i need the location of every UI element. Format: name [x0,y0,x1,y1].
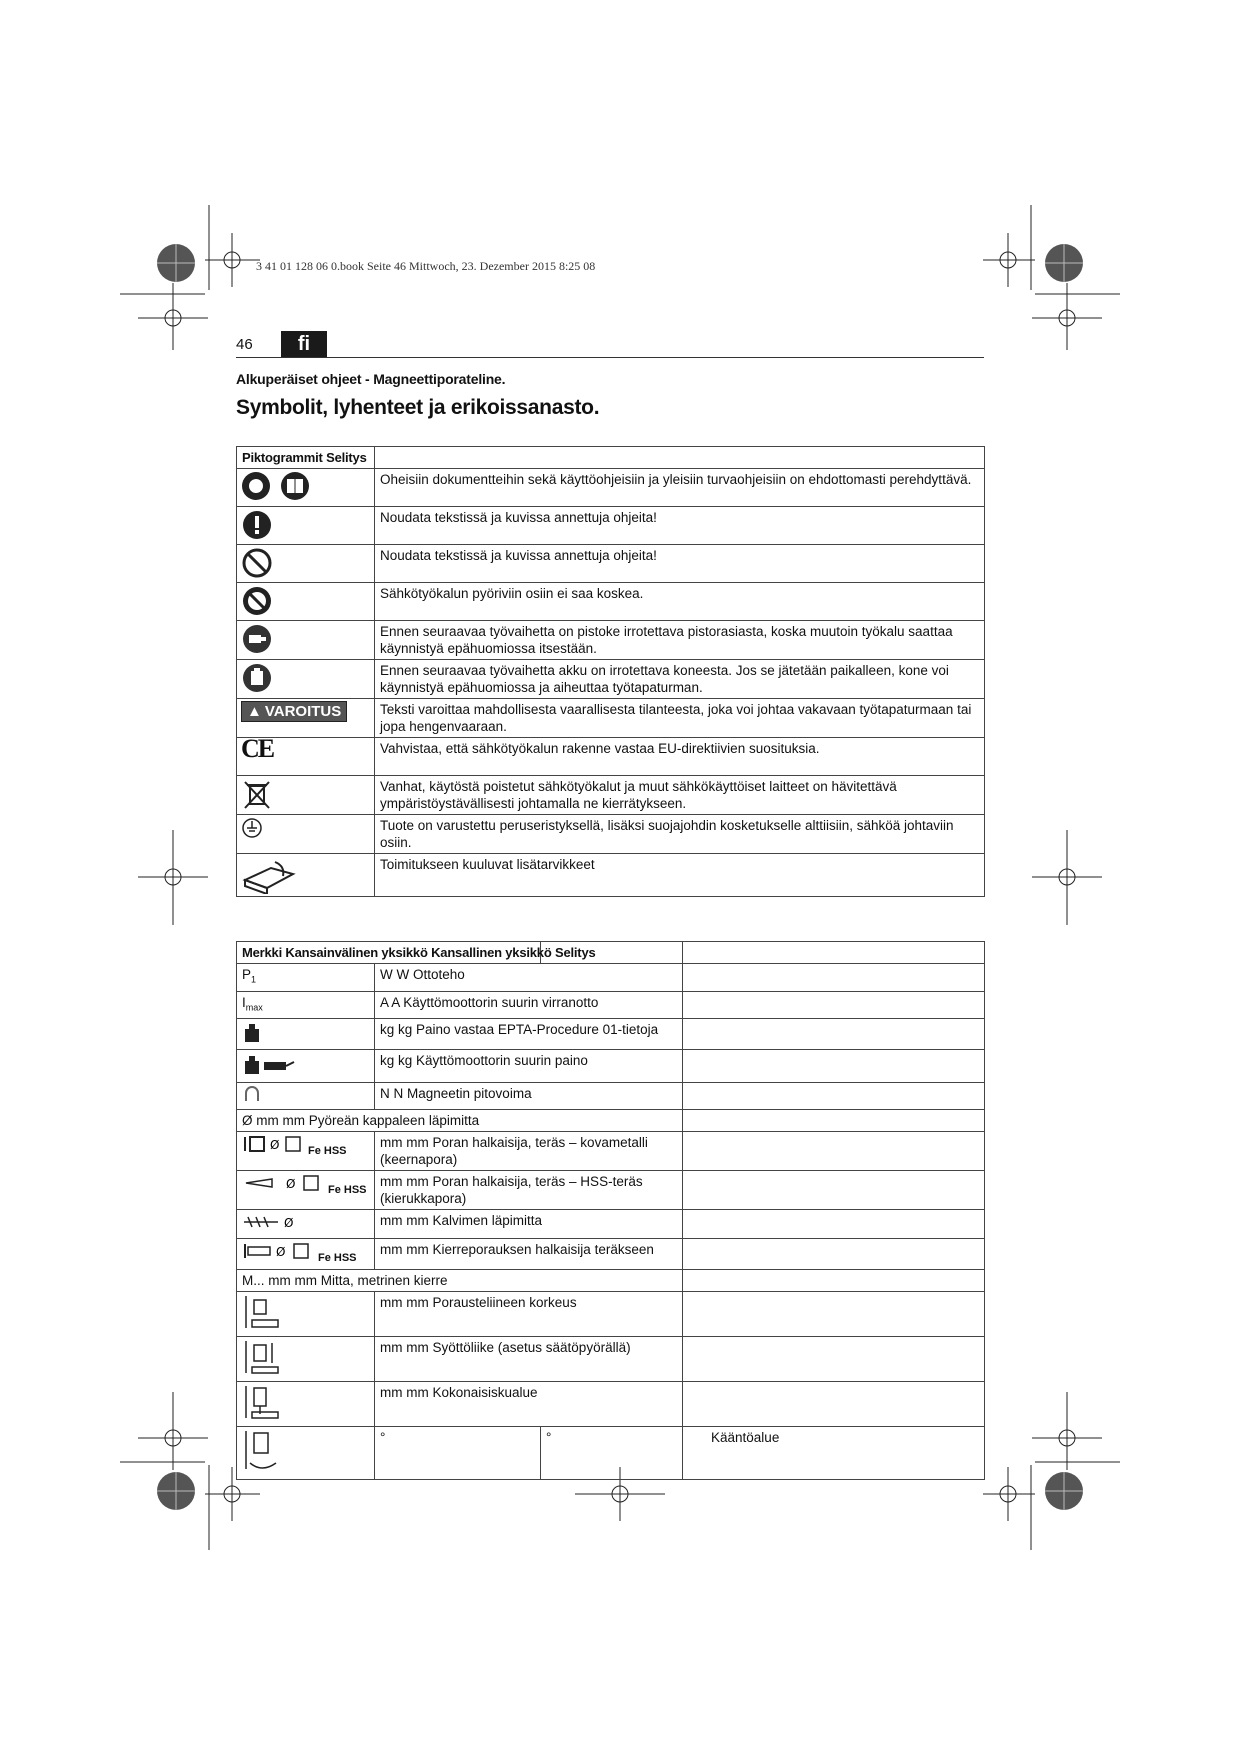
feed-travel-icon [242,1339,282,1375]
svg-text:Ø: Ø [284,1216,294,1231]
pictogram-cell [237,507,375,545]
unit-text: mm mm Kierreporauksen halkaisija teräkseen [375,1239,683,1270]
pictogram-description: Teksti varoittaa mahdollisesta vaarallisesta tilanteesta, joka voi johtaa vakavaan työtapaturmaan tai jopa hengenvaaraan. [375,699,985,738]
unit-explanation: Kääntöalue [683,1427,985,1480]
empty-header [375,447,985,469]
pictogram-cell [237,699,375,738]
swivel-range-icon [242,1429,282,1473]
pictogram-cell [237,776,375,815]
units-table [236,941,985,1480]
pictogram-description: Sähkötyökalun pyöriviin osiin ei saa koskea. [375,583,985,621]
unit-text: mm mm Poran halkaisija, teräs – kovametalli (keernapora) [375,1132,683,1171]
pictogram-description: Tuote on varustettu peruseristyksellä, lisäksi suojajohdin kosketukselle alttiisiin, sähköä johtaviin osiin. [375,815,985,854]
pictogram-description: Ennen seuraavaa työvaihetta on pistoke irrotettava pistorasiasta, koska muutoin työkalu saattaa käynnistyä epähuomiossa itsestään. [375,621,985,660]
motor-weight-icon [242,1052,296,1076]
unit-symbol [237,1427,375,1480]
empty-cell [683,964,985,992]
unit-text: M... mm mm Mitta, metrinen kierre [237,1270,683,1292]
pictogram-cell [237,583,375,621]
empty-cell [683,1132,985,1171]
unit-text: kg kg Paino vastaa EPTA-Procedure 01-tietoja [375,1019,683,1050]
pictogram-description: Toimitukseen kuuluvat lisätarvikkeet [375,854,985,897]
empty-cell [683,1337,985,1382]
unit-text: A A Käyttömoottorin suurin virranotto [375,991,683,1019]
pictogram-description: Noudata tekstissä ja kuvissa annettuja ohjeita! [375,545,985,583]
header-rule [236,357,984,358]
pictogram-cell [237,660,375,699]
unit-symbol: $I_{max}$ [237,991,375,1019]
tap-icon [242,1241,318,1261]
unit-text: mm mm Porausteliineen korkeus [375,1292,683,1337]
read-manual-icon [241,471,311,501]
units-header: Merkki Kansainvälinen yksikkö Kansallinen yksikkö Selitys [237,942,541,964]
print-file-line: 3 41 01 128 06 0.book Seite 46 Mittwoch, 23. Dezember 2015 8:25 08 [256,259,596,273]
exclamation-icon [241,509,273,541]
document-subtitle: Alkuperäiset ohjeet - Magneettiporateline. [236,371,506,387]
unit-text: kg kg Käyttömoottorin suurin paino [375,1050,683,1083]
unit-text: mm mm Kokonaisiskualue [375,1382,683,1427]
empty-cell [683,1270,985,1292]
pictogram-description: Noudata tekstissä ja kuvissa annettuja ohjeita! [375,507,985,545]
accessories-case-icon [241,856,297,894]
unit-symbol [237,1382,375,1427]
unit-symbol: Ø Fe HSS [237,1132,375,1171]
empty-header [683,942,985,964]
unplug-icon [241,623,273,655]
magnet-icon [242,1085,262,1103]
warning-badge: ▲ VAROITUS [241,701,347,722]
unit-symbol [237,1292,375,1337]
ce-mark-icon: CE [241,734,274,763]
unit-symbol: Ø Fe HSS [237,1171,375,1210]
unit-symbol [237,1337,375,1382]
warning-triangle-icon: ▲ [247,703,262,720]
unit-text: Ø mm mm Pyöreän kappaleen läpimitta [237,1110,683,1132]
unit-text: N N Magneetin pitovoima [375,1083,683,1110]
unit-text: W W Ottoteho [375,964,683,992]
unit-text: mm mm Syöttöliike (asetus säätöpyörällä) [375,1337,683,1382]
prohibited-icon [241,547,273,579]
empty-cell [683,1210,985,1239]
section-title: Symbolit, lyhenteet ja erikoissanasto. [236,396,600,419]
svg-text:Ø: Ø [276,1245,286,1260]
twist-drill-icon [242,1173,328,1193]
empty-cell [683,1019,985,1050]
page-number: 46 [236,336,253,353]
unit-symbol [237,1210,375,1239]
empty-cell [683,1050,985,1083]
svg-text:Ø: Ø [286,1177,296,1192]
pictogram-cell [237,545,375,583]
unit-symbol [237,1019,375,1050]
pictogram-description: Vanhat, käytöstä poistetut sähkötyökalut ja muut sähkökäyttöiset laitteet on hävitettävä ympäristöystävällisesti johtamalla ne kierrätykseen. [375,776,985,815]
unit-symbol [237,1050,375,1083]
pictogram-description: Vahvistaa, että sähkötyökalun rakenne vastaa EU-direktiivien suosituksia. [375,738,985,776]
language-tab: fi [281,331,327,357]
unit-symbol: Ø Fe HSS [237,1239,375,1270]
weee-bin-icon [241,778,273,810]
pictogram-cell [237,854,375,897]
pictogram-cell [237,621,375,660]
empty-cell [683,1292,985,1337]
pictogram-header: Piktogrammit Selitys [237,447,375,469]
reamer-icon [242,1212,302,1232]
svg-text:Ø: Ø [270,1138,280,1153]
pictogram-description: Oheisiin dokumentteihin sekä käyttöohjeisiin ja yleisiin turvaohjeisiin on ehdottomasti perehdyttävä. [375,469,985,507]
empty-cell [683,1083,985,1110]
remove-battery-icon [241,662,273,694]
protective-earth-icon [241,817,263,839]
empty-cell [683,1171,985,1210]
empty-cell [683,991,985,1019]
stand-height-icon [242,1294,282,1330]
total-stroke-icon [242,1384,282,1420]
pictogram-cell [237,469,375,507]
unit-text: mm mm Poran halkaisija, teräs – HSS-teräs (kierukkapora) [375,1171,683,1210]
unit-national: ° [541,1427,683,1480]
unit-symbol [237,1083,375,1110]
unit-intl: ° [375,1427,541,1480]
pictogram-description: Ennen seuraavaa työvaihetta akku on irrotettava koneesta. Jos se jätetään paikalleen, kone voi käynnistyä epähuomiossa ja aiheuttaa työtapaturman. [375,660,985,699]
empty-cell [683,1382,985,1427]
unit-text: mm mm Kalvimen läpimitta [375,1210,683,1239]
pictogram-cell [237,734,375,776]
pictogram-cell [237,815,375,854]
unit-symbol: $P_1$ [237,964,375,992]
empty-cell [683,1239,985,1270]
core-drill-icon [242,1134,308,1154]
pictogram-table [236,446,985,897]
do-not-touch-icon [241,585,273,617]
weight-icon [242,1021,262,1043]
empty-cell [683,1110,985,1132]
